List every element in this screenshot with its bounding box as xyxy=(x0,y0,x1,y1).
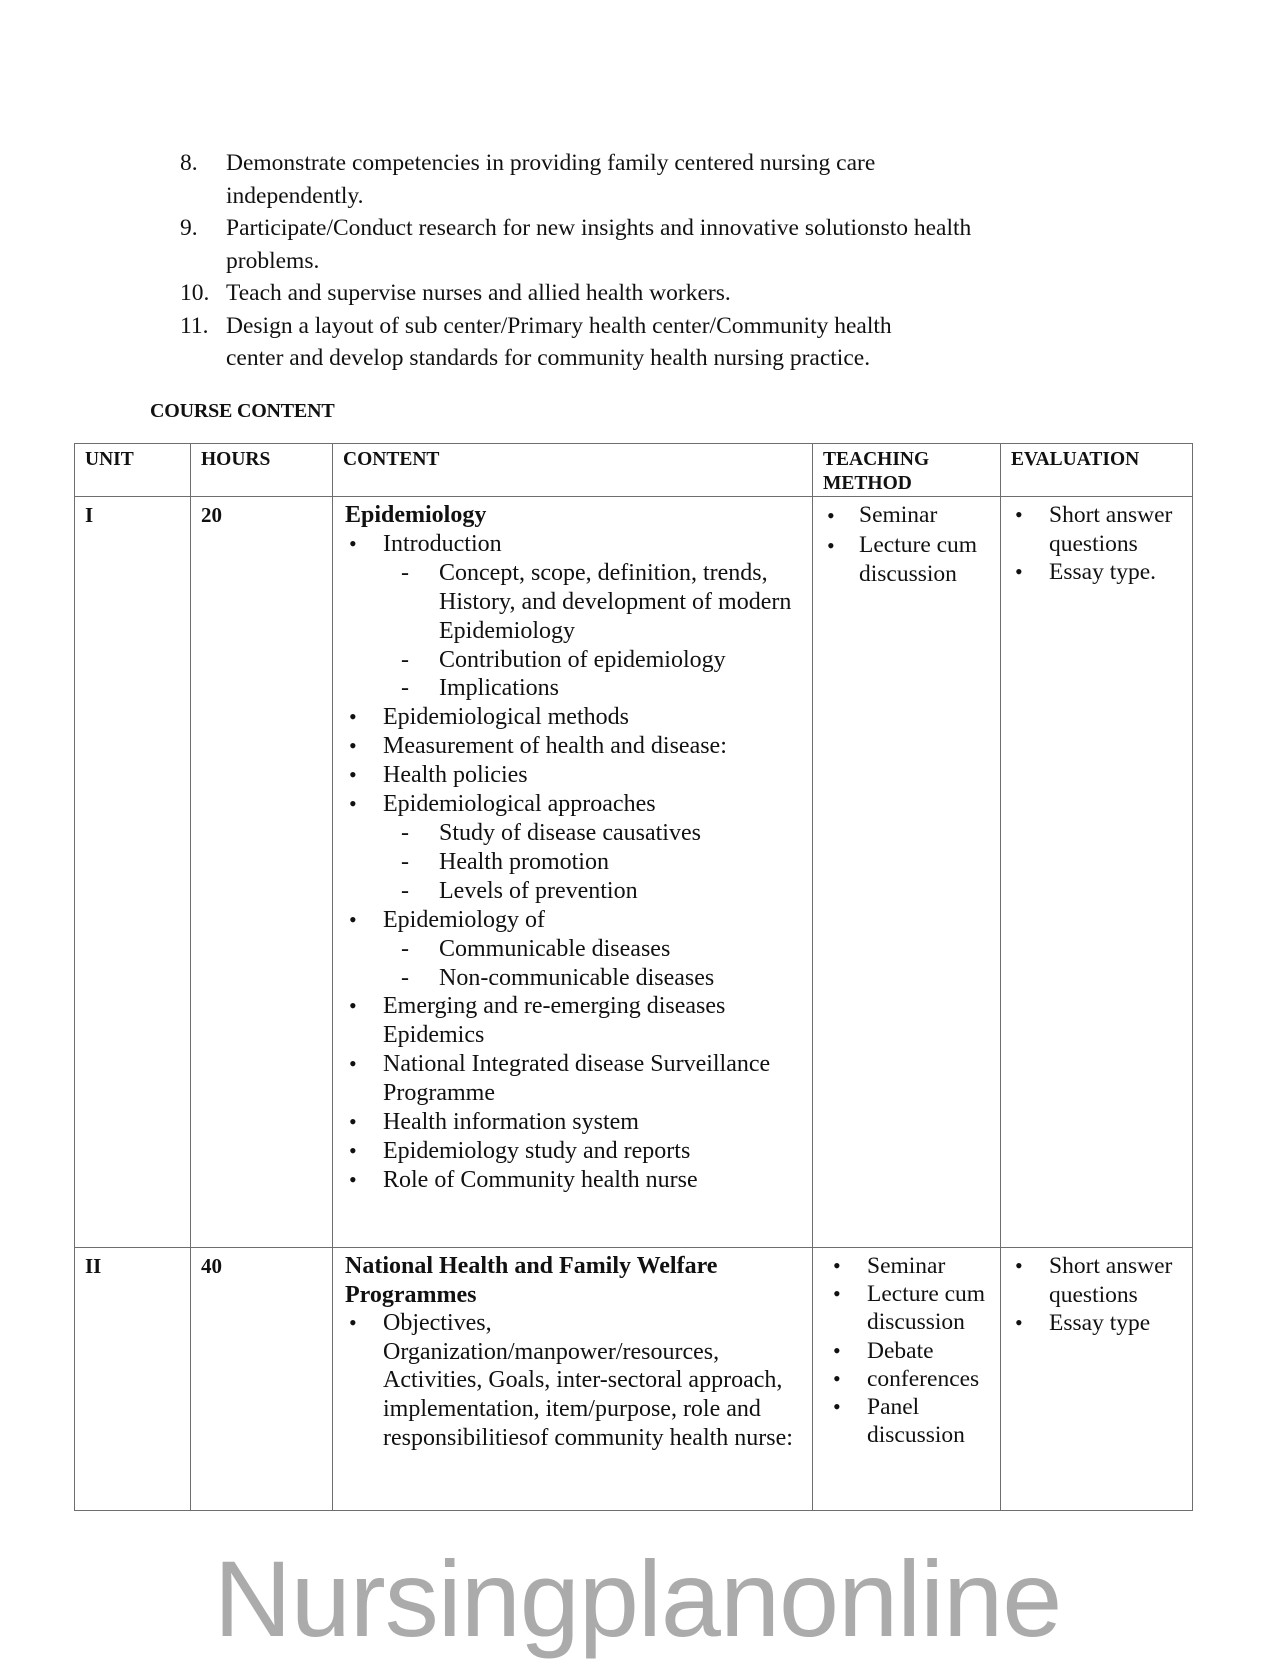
evaluation-text: Short answer questions xyxy=(1049,502,1173,557)
content-subtopic xyxy=(383,848,802,877)
content-topic-list xyxy=(345,530,802,1195)
evaluation-cell xyxy=(1001,1248,1193,1511)
header-teaching-method: TEACHING METHOD xyxy=(813,444,1001,497)
content-subtopic-list xyxy=(383,559,802,704)
bullet-icon: • xyxy=(349,993,357,1019)
content-topic xyxy=(345,906,802,993)
bullet-icon: • xyxy=(1015,559,1023,584)
content-subtopic xyxy=(383,935,802,964)
bullet-icon: • xyxy=(349,704,357,730)
bullet-icon: • xyxy=(833,1394,841,1420)
content-topic-text: Epidemiological approaches xyxy=(383,791,656,818)
content-heading: Epidemiology xyxy=(345,502,487,528)
objective-text xyxy=(226,147,1080,212)
bullet-icon: • xyxy=(827,503,835,528)
content-subtopic-text: Health promotion xyxy=(439,848,609,875)
objective-number: 11. xyxy=(180,312,209,339)
objective-text xyxy=(226,310,1080,375)
bullet-icon: • xyxy=(349,906,357,932)
content-topic-list xyxy=(345,1309,802,1452)
unit-cell: II xyxy=(75,1248,191,1511)
objective-item xyxy=(180,212,1080,277)
dash-icon: - xyxy=(401,675,409,702)
content-subtopic-list xyxy=(383,935,802,993)
teaching-method-item xyxy=(821,501,994,531)
content-subtopic-text: Concept, scope, definition, trends, History, and development of modern Epidemiology xyxy=(439,559,792,644)
content-subtopic-text: Contribution of epidemiology xyxy=(439,646,726,673)
dash-icon: - xyxy=(401,848,409,875)
evaluation-item xyxy=(1009,558,1186,587)
evaluation-text: Essay type. xyxy=(1049,559,1157,585)
content-topic xyxy=(345,703,802,732)
table-row xyxy=(75,497,1193,1248)
content-topic-text: Introduction xyxy=(383,530,502,557)
table-row xyxy=(75,1248,1193,1511)
content-topic xyxy=(345,1050,802,1108)
content-subtopic-text: Levels of prevention xyxy=(439,877,638,904)
content-subtopic xyxy=(383,674,802,703)
evaluation-item xyxy=(1009,501,1186,558)
content-topic-text: Emerging and re-emerging diseases Epidemics xyxy=(383,993,726,1049)
content-topic xyxy=(345,992,802,1050)
content-topic-text: Health policies xyxy=(383,762,528,789)
evaluation-list xyxy=(1009,501,1186,587)
bullet-icon: • xyxy=(349,1137,357,1163)
teaching-method-text: Panel discussion xyxy=(867,1394,965,1449)
bullet-icon: • xyxy=(1015,1253,1023,1278)
unit-cell: I xyxy=(75,497,191,1248)
content-cell xyxy=(333,497,813,1248)
evaluation-text: Essay type xyxy=(1049,1310,1151,1336)
objective-item xyxy=(180,277,1080,310)
bullet-icon: • xyxy=(833,1253,841,1278)
objective-text xyxy=(226,212,1080,277)
dash-icon: - xyxy=(401,964,409,991)
content-topic xyxy=(345,761,802,790)
teaching-method-cell xyxy=(813,497,1001,1248)
content-subtopic xyxy=(383,877,802,906)
header-evaluation: EVALUATION xyxy=(1001,444,1193,497)
teaching-method-list xyxy=(821,1252,994,1449)
teaching-method-item xyxy=(821,1280,994,1336)
teaching-method-text: Seminar xyxy=(867,1253,946,1279)
content-subtopic xyxy=(383,964,802,993)
objective-line: Design a layout of sub center/Primary health center/Community health xyxy=(226,312,892,339)
evaluation-list xyxy=(1009,1252,1186,1338)
content-topic-text: Epidemiology study and reports xyxy=(383,1137,691,1164)
objective-line: problems. xyxy=(226,247,320,274)
content-subtopic-list xyxy=(383,819,802,906)
bullet-icon: • xyxy=(349,530,357,556)
dash-icon: - xyxy=(401,819,409,846)
content-topic xyxy=(345,1166,802,1195)
hours-cell: 40 xyxy=(191,1248,333,1511)
objective-number: 9. xyxy=(180,215,198,241)
teaching-method-item xyxy=(821,1365,994,1393)
objective-line: Teach and supervise nurses and allied health workers. xyxy=(226,280,731,306)
table-header-row xyxy=(75,444,1193,497)
teaching-method-item xyxy=(821,1393,994,1449)
content-subtopic-text: Communicable diseases xyxy=(439,935,671,962)
bullet-icon: • xyxy=(349,762,357,788)
objectives-list xyxy=(180,147,1080,375)
objective-line: Participate/Conduct research for new insights and innovative solutionsto health xyxy=(226,215,972,241)
content-topic xyxy=(345,1137,802,1166)
content-topic-text: Health information system xyxy=(383,1109,639,1136)
content-subtopic-text: Non-communicable diseases xyxy=(439,964,715,991)
content-topic-text: Epidemiological methods xyxy=(383,704,629,731)
content-subtopic xyxy=(383,559,802,646)
watermark-logo: Nursingplanonline xyxy=(213,1538,1062,1659)
teaching-method-item xyxy=(821,531,994,590)
course-content-table xyxy=(74,443,1193,1511)
content-cell xyxy=(333,1248,813,1511)
content-topic-text: Measurement of health and disease: xyxy=(383,733,727,760)
bullet-icon: • xyxy=(833,1337,841,1363)
bullet-icon: • xyxy=(1015,502,1023,527)
bullet-icon: • xyxy=(827,532,835,558)
dash-icon: - xyxy=(401,559,409,586)
bullet-icon: • xyxy=(833,1365,841,1391)
header-unit: UNIT xyxy=(75,444,191,497)
content-topic xyxy=(345,1309,802,1452)
teaching-method-item xyxy=(821,1252,994,1280)
objective-number: 10. xyxy=(180,280,210,306)
objective-line: center and develop standards for community health nursing practice. xyxy=(226,345,871,371)
header-content: CONTENT xyxy=(333,444,813,497)
content-topic-text: Role of Community health nurse xyxy=(383,1166,698,1193)
dash-icon: - xyxy=(401,935,409,962)
objective-line: independently. xyxy=(226,182,364,209)
content-topic xyxy=(345,530,802,703)
header-hours: HOURS xyxy=(191,444,333,497)
section-title: COURSE CONTENT xyxy=(150,400,335,422)
content-subtopic xyxy=(383,819,802,848)
objective-number: 8. xyxy=(180,150,198,176)
evaluation-cell xyxy=(1001,497,1193,1248)
evaluation-item xyxy=(1009,1252,1186,1309)
teaching-method-cell xyxy=(813,1248,1001,1511)
content-topic xyxy=(345,732,802,761)
bullet-icon: • xyxy=(349,1109,357,1135)
content-subtopic xyxy=(383,646,802,675)
bullet-icon: • xyxy=(349,1166,357,1192)
content-subtopic-text: Implications xyxy=(439,675,559,702)
teaching-method-text: Lecture cum discussion xyxy=(859,531,978,587)
teaching-method-item xyxy=(821,1337,994,1365)
content-subtopic-text: Study of disease causatives xyxy=(439,819,701,846)
bullet-icon: • xyxy=(349,733,357,759)
teaching-method-text: Seminar xyxy=(859,502,938,528)
dash-icon: - xyxy=(401,877,409,904)
teaching-method-text: conferences xyxy=(867,1365,980,1392)
content-topic xyxy=(345,1108,802,1137)
content-topic-text: National Integrated disease Surveillance Programme xyxy=(383,1051,771,1107)
bullet-icon: • xyxy=(833,1281,841,1307)
bullet-icon: • xyxy=(349,1051,357,1077)
bullet-icon: • xyxy=(1015,1310,1023,1335)
objective-text xyxy=(226,277,1080,310)
teaching-method-list xyxy=(821,501,994,590)
objective-line: Demonstrate competencies in providing family centered nursing care xyxy=(226,150,876,176)
teaching-method-text: Debate xyxy=(867,1337,934,1364)
teaching-method-text: Lecture cum discussion xyxy=(867,1281,986,1336)
content-heading: National Health and Family Welfare Programmes xyxy=(345,1253,718,1308)
bullet-icon: • xyxy=(349,1310,357,1336)
content-topic-text: Objectives, Organization/manpower/resources, Activities, Goals, inter-sectoral approach, implementation, item/purpose, role and responsibilitiesof community health nurse: xyxy=(383,1310,793,1451)
content-topic-text: Epidemiology of xyxy=(383,906,545,933)
objective-item xyxy=(180,310,1080,375)
hours-cell: 20 xyxy=(191,497,333,1248)
dash-icon: - xyxy=(401,646,409,673)
evaluation-text: Short answer questions xyxy=(1049,1253,1173,1308)
content-topic xyxy=(345,790,802,906)
objective-item xyxy=(180,147,1080,212)
evaluation-item xyxy=(1009,1309,1186,1338)
bullet-icon: • xyxy=(349,791,357,817)
